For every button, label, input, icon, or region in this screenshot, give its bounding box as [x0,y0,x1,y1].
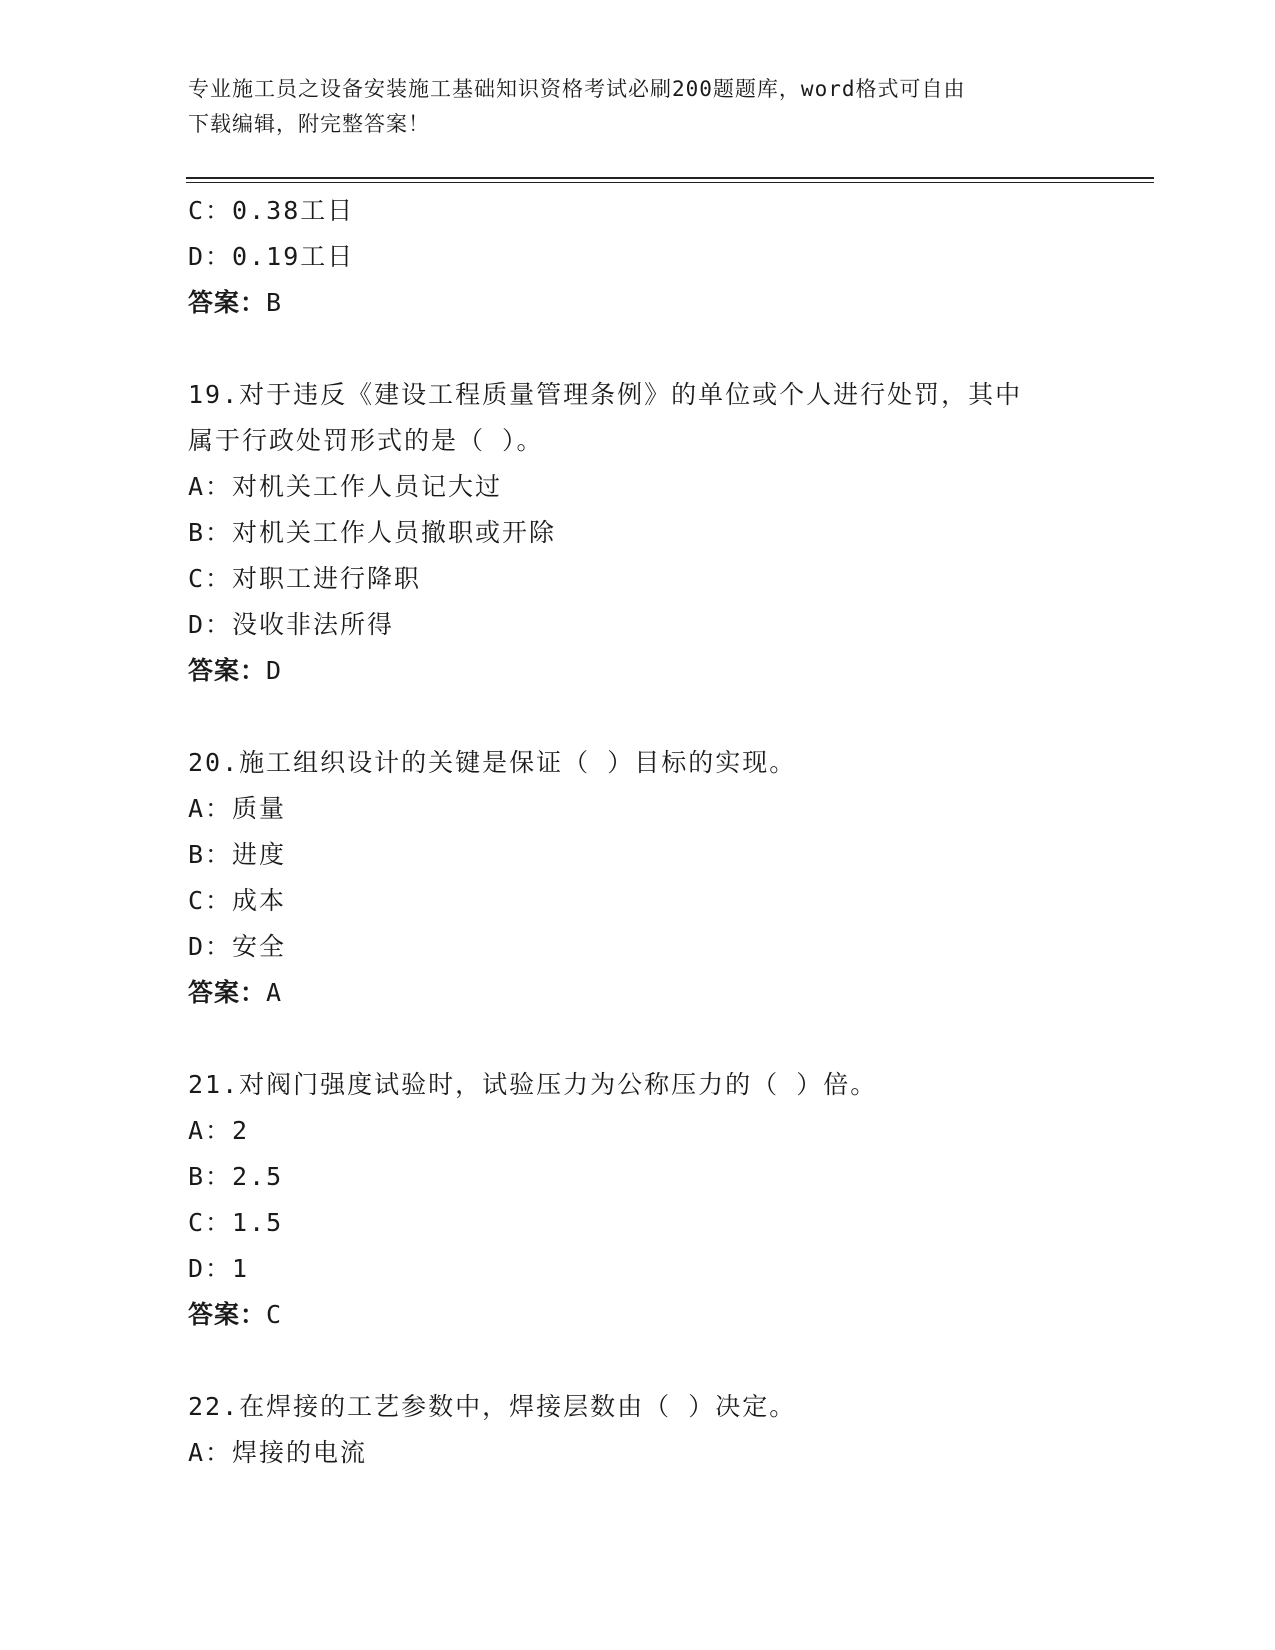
spacer [188,1338,1148,1384]
spacer [188,694,1148,740]
question-20 [188,740,1148,1016]
option-d: D：没收非法所得 [188,610,395,639]
option-a: A：焊接的电流 [188,1438,368,1467]
answer-label: 答案： [188,1300,267,1329]
spacer [188,1016,1148,1062]
document-header [188,72,1088,142]
answer-value: C [266,1300,283,1329]
spacer [188,326,1148,372]
option-a: A：对机关工作人员记大过 [188,472,503,501]
option-c: C：成本 [188,886,287,915]
header-line-2: 下载编辑，附完整答案！ [188,112,430,136]
option-d: D：0.19工日 [188,242,355,271]
option-a: A：2 [188,1116,250,1145]
option-b: B：进度 [188,840,287,869]
answer-label: 答案： [188,656,267,685]
answer-line [188,280,1148,326]
answer-label: 答案： [188,978,267,1007]
option-c: C：对职工进行降职 [188,564,422,593]
option-a: A：质量 [188,794,287,823]
question-stem: 20.施工组织设计的关键是保证（ ）目标的实现。 [188,748,797,777]
answer-value: B [266,288,283,317]
question-list [188,188,1148,1476]
option-b: B：对机关工作人员撤职或开除 [188,518,557,547]
question-stem: 22.在焊接的工艺参数中，焊接层数由（ ）决定。 [188,1392,797,1421]
question-22 [188,1384,1148,1476]
option-c: C：1.5 [188,1208,284,1237]
question-stem: 21.对阀门强度试验时，试验压力为公称压力的（ ）倍。 [188,1070,878,1099]
question-stem-line-2: 属于行政处罚形式的是（ ）。 [188,426,544,455]
option-b: B：2.5 [188,1162,284,1191]
question-stem-line-1: 19.对于违反《建设工程质量管理条例》的单位或个人进行处罚，其中 [188,380,1023,409]
answer-line [188,970,1148,1016]
question-18-tail [188,188,1148,326]
header-divider-thick [186,177,1154,179]
question-19 [188,372,1148,694]
option-c: C：0.38工日 [188,196,355,225]
answer-line [188,648,1148,694]
answer-value: A [266,978,283,1007]
answer-line [188,1292,1148,1338]
answer-label: 答案： [188,288,267,317]
header-divider-thin [186,182,1154,183]
header-line-1: 专业施工员之设备安装施工基础知识资格考试必刷200题题库，word格式可自由 [188,77,966,101]
option-d: D：1 [188,1254,250,1283]
answer-value: D [266,656,283,685]
option-d: D：安全 [188,932,287,961]
question-21 [188,1062,1148,1338]
